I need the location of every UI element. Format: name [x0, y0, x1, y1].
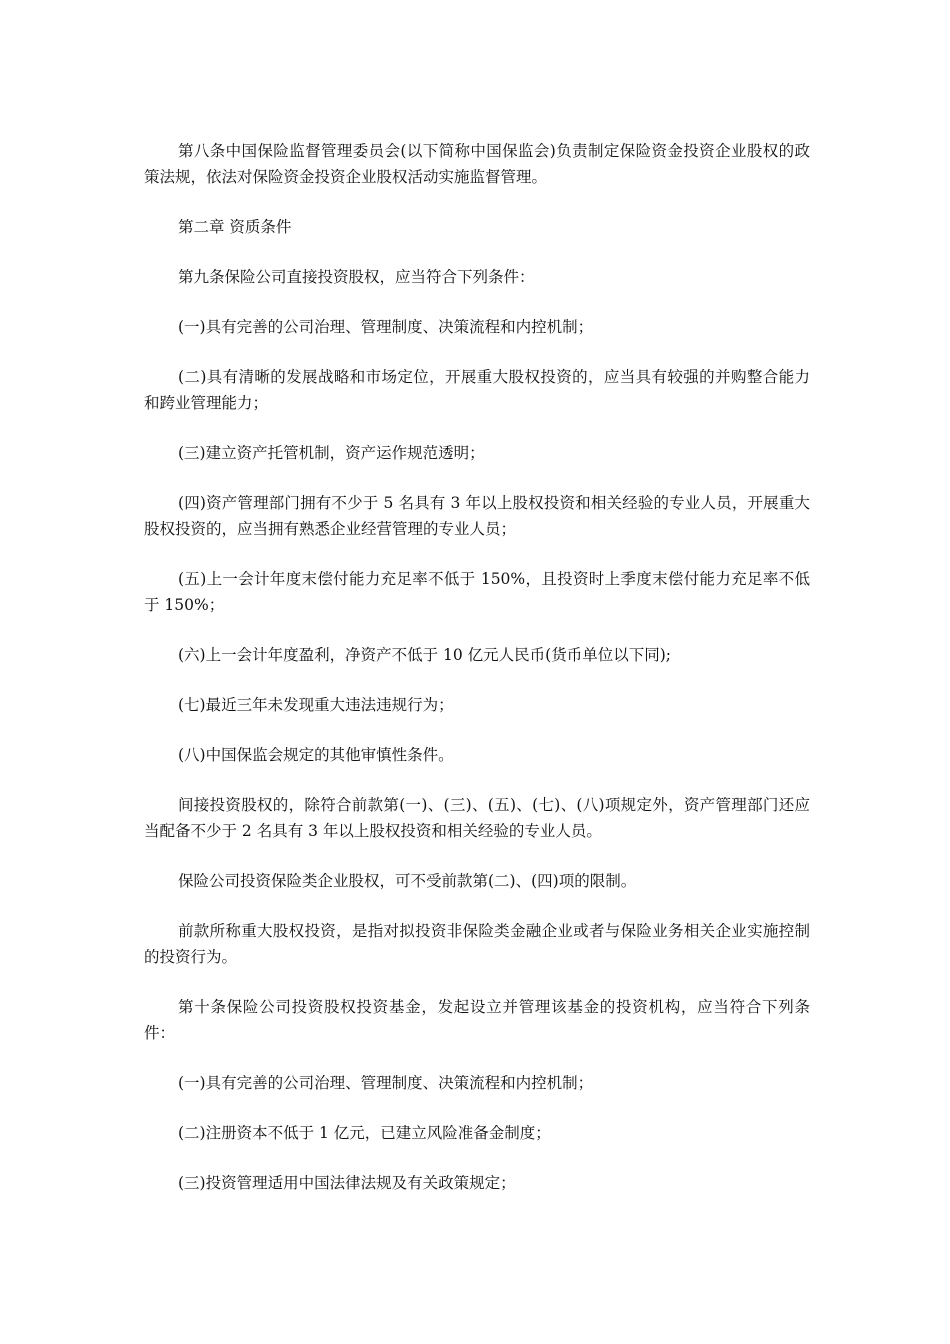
article-9-item-6: (六)上一会计年度盈利，净资产不低于 10 亿元人民币(货币单位以下同); — [178, 646, 671, 664]
article-10-paragraph: 第十条保险公司投资股权投资基金，发起设立并管理该基金的投资机构，应当符合下列条件： — [144, 998, 810, 1042]
article-9-item-7: (七)最近三年未发现重大违法违规行为； — [178, 696, 454, 714]
article-9-item-1: (一)具有完善的公司治理、管理制度、决策流程和内控机制； — [178, 318, 594, 336]
article-10-item-3: (三)投资管理适用中国法律法规及有关政策规定； — [178, 1174, 516, 1192]
article-8-paragraph: 第八条中国保险监督管理委员会(以下简称中国保监会)负责制定保险资金投资企业股权的政策法规，依法对保险资金投资企业股权活动实施监督管理。 — [144, 142, 810, 186]
article-10-item-1: (一)具有完善的公司治理、管理制度、决策流程和内控机制； — [178, 1074, 594, 1092]
article-9-paragraph: 第九条保险公司直接投资股权，应当符合下列条件： — [178, 268, 535, 286]
insurance-equity-exemption-paragraph: 保险公司投资保险类企业股权，可不受前款第(二)、(四)项的限制。 — [178, 872, 637, 890]
chapter-2-heading: 第二章 资质条件 — [178, 218, 292, 236]
article-10-item-2: (二)注册资本不低于 1 亿元，已建立风险准备金制度； — [178, 1124, 551, 1142]
article-9-item-8: (八)中国保监会规定的其他审慎性条件。 — [178, 746, 454, 764]
article-9-item-4: (四)资产管理部门拥有不少于 5 名具有 3 年以上股权投资和相关经验的专业人员，开展重大股权投资的，应当拥有熟悉企业经营管理的专业人员； — [144, 494, 810, 538]
indirect-investment-paragraph: 间接投资股权的，除符合前款第(一)、(三)、(五)、(七)、(八)项规定外，资产管理部门还应当配备不少于 2 名具有 3 年以上股权投资和相关经验的专业人员。 — [144, 796, 810, 840]
document-page — [144, 138, 810, 1220]
article-9-item-3: (三)建立资产托管机制，资产运作规范透明； — [178, 444, 485, 462]
article-9-item-5: (五)上一会计年度末偿付能力充足率不低于 150%，且投资时上季度末偿付能力充足率不低于 150%； — [144, 570, 810, 614]
major-equity-definition-paragraph: 前款所称重大股权投资，是指对拟投资非保险类金融企业或者与保险业务相关企业实施控制的投资行为。 — [144, 922, 810, 966]
article-9-item-2: (二)具有清晰的发展战略和市场定位，开展重大股权投资的，应当具有较强的并购整合能力和跨业管理能力； — [144, 368, 810, 412]
